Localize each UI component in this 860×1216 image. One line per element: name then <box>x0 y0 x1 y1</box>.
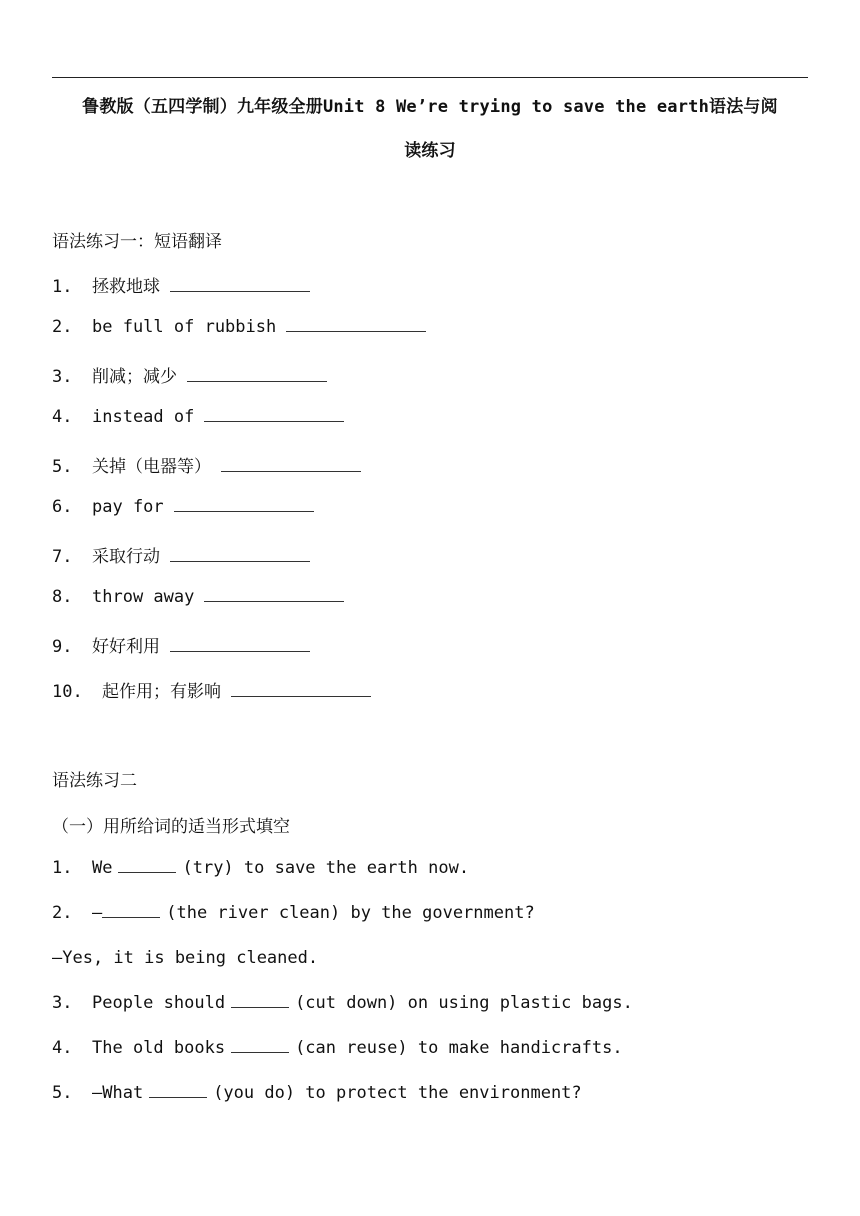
item-number: 5. <box>52 1083 73 1103</box>
item-number: 5. <box>52 457 73 477</box>
item-text-before: —What <box>92 1083 144 1103</box>
phrase-item-10 <box>52 677 371 702</box>
phrase-item-6 <box>52 497 314 517</box>
item-text: 关掉（电器等） <box>92 457 211 477</box>
phrase-item-4 <box>52 407 344 427</box>
answer-blank[interactable] <box>118 860 176 873</box>
item-number: 3. <box>52 367 73 387</box>
header-rule <box>52 77 808 78</box>
item-number: 3. <box>52 993 73 1013</box>
item-text: 拯救地球 <box>92 277 160 297</box>
item-text: 好好利用 <box>92 637 160 657</box>
answer-blank[interactable] <box>170 279 310 292</box>
item-text-after: (the river clean) by the government? <box>166 903 535 923</box>
item-number: 6. <box>52 497 73 517</box>
worksheet-title-line-1: 鲁教版（五四学制）九年级全册Unit 8 We’re trying to save the earth语法与阅 <box>82 97 778 117</box>
fill-item-5 <box>52 1083 582 1103</box>
phrase-item-5 <box>52 452 361 477</box>
answer-blank[interactable] <box>231 1040 289 1053</box>
item-number: 2. <box>52 903 73 923</box>
item-text: pay for <box>92 497 164 517</box>
item-text-after: (try) to save the earth now. <box>182 858 470 878</box>
answer-blank[interactable] <box>204 409 344 422</box>
item-number: 1. <box>52 277 73 297</box>
answer-blank[interactable] <box>231 684 371 697</box>
phrase-item-3 <box>52 362 327 387</box>
section2-heading: 语法练习二 <box>52 771 137 791</box>
worksheet-title-line-2: 读练习 <box>404 141 456 161</box>
item-text-after: (you do) to protect the environment? <box>213 1083 582 1103</box>
phrase-item-1 <box>52 272 310 297</box>
item-text-before: The old books <box>92 1038 226 1058</box>
item-number: 4. <box>52 1038 73 1058</box>
item-number: 7. <box>52 547 73 567</box>
fill-item-3 <box>52 993 633 1013</box>
item-text: 起作用；有影响 <box>102 682 221 702</box>
section1-heading: 语法练习一：短语翻译 <box>52 232 222 252</box>
answer-blank[interactable] <box>204 589 344 602</box>
answer-blank[interactable] <box>174 499 314 512</box>
item-number: 8. <box>52 587 73 607</box>
phrase-item-7 <box>52 542 310 567</box>
fill-item-2-answer: —Yes, it is being cleaned. <box>52 948 319 968</box>
item-text: 采取行动 <box>92 547 160 567</box>
phrase-item-9 <box>52 632 310 657</box>
answer-blank[interactable] <box>170 549 310 562</box>
answer-blank[interactable] <box>231 995 289 1008</box>
answer-blank[interactable] <box>102 905 160 918</box>
item-text: throw away <box>92 587 195 607</box>
item-text-after: (can reuse) to make handicrafts. <box>295 1038 623 1058</box>
item-text: be full of rubbish <box>92 317 277 337</box>
item-number: 9. <box>52 637 73 657</box>
answer-blank[interactable] <box>221 459 361 472</box>
answer-blank[interactable] <box>187 369 327 382</box>
item-text: instead of <box>92 407 195 427</box>
item-text: 削减；减少 <box>92 367 177 387</box>
answer-blank[interactable] <box>170 639 310 652</box>
item-text-before: We <box>92 858 113 878</box>
answer-blank[interactable] <box>286 319 426 332</box>
fill-item-1 <box>52 858 469 878</box>
item-number: 4. <box>52 407 73 427</box>
section2-subheading: （一）用所给词的适当形式填空 <box>52 817 290 837</box>
fill-item-2 <box>52 903 535 923</box>
item-text-after: (cut down) on using plastic bags. <box>295 993 633 1013</box>
item-text-before: People should <box>92 993 226 1013</box>
fill-item-4 <box>52 1038 623 1058</box>
answer-blank[interactable] <box>149 1085 207 1098</box>
phrase-item-8 <box>52 587 344 607</box>
phrase-item-2 <box>52 317 426 337</box>
item-text-before: — <box>92 903 103 923</box>
item-number: 2. <box>52 317 73 337</box>
item-number: 1. <box>52 858 73 878</box>
item-number: 10. <box>52 682 83 702</box>
